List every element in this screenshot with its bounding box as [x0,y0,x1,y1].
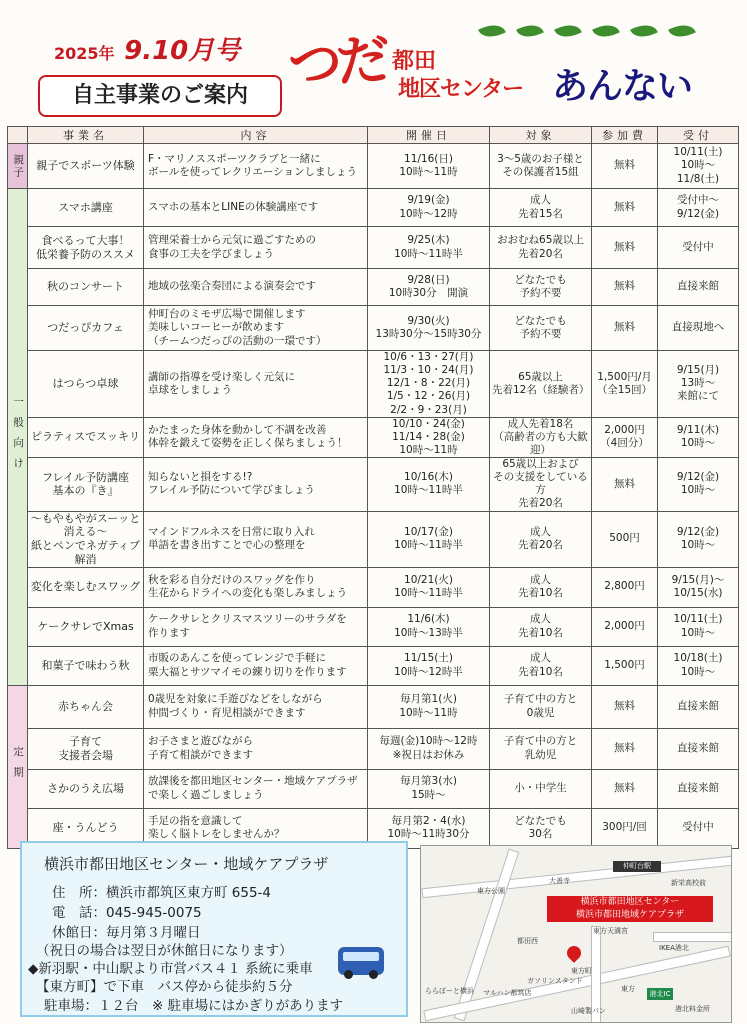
map-road [653,932,732,942]
map-label: 新栄高校前 [671,879,706,887]
event-target: 65歳以上および その支援をしている方 先着20名 [490,458,592,512]
bus-icon [338,947,384,975]
event-reception: 10/11(土) 10時〜 11/8(土) [658,144,739,189]
logo-toda: 都田 [392,49,437,74]
event-fee: 無料 [592,189,658,227]
event-date: 11/15(土) 10時〜12時半 [368,646,490,685]
event-name: ケークサレでXmas [28,607,144,646]
map-ic-badge: 港北IC [647,988,673,1000]
event-target: 子育て中の方と 乳幼児 [490,728,592,769]
event-target: 小・中学生 [490,769,592,808]
table-row [8,728,739,769]
leaf-icon [516,20,544,43]
event-target: 成人 先着10名 [490,607,592,646]
col-header-content: 内容 [144,127,368,144]
event-fee: 2,000円 （4回分） [592,417,658,457]
event-content: スマホの基本とLINEの体験講座です [144,189,368,227]
event-date: 毎週(金)10時〜12時 ※祝日はお休み [368,728,490,769]
event-reception: 受付中〜 9/12(金) [658,189,739,227]
event-name: 〜もやもやがスーッと消える〜 紙とペンでネガティブ 解消 [28,511,144,567]
event-content: 手足の指を意識して 楽しく脳トレをしませんか？ [144,808,368,848]
leaf-icon [630,20,658,43]
table-row [8,458,739,512]
event-date: 毎月第3(水) 15時〜 [368,769,490,808]
table-row [8,567,739,607]
program-table [7,126,739,849]
event-content: F・マリノススポーツクラブと一緒に ボールを使ってレクリエーションしましょう [144,144,368,189]
map-label: 東方公園 [477,887,505,895]
event-reception: 10/18(土) 10時〜 [658,646,739,685]
issue-month: 9.10月号 [124,36,241,66]
map-label: 東方町 [571,967,592,975]
event-fee: 無料 [592,306,658,351]
event-fee: 無料 [592,458,658,512]
map-label: ららぽーと横浜 [425,987,474,995]
event-content: 放課後を都田地区センター・地域ケアプラザ で楽しく過ごしましょう [144,769,368,808]
table-row [8,351,739,418]
event-name: 赤ちゃん会 [28,685,144,728]
event-reception: 直接来館 [658,769,739,808]
category-cell: 定期 [8,685,28,848]
closed-note: （祝日の場合は翌日が休館日になります） [36,943,293,959]
event-name: さかのうえ広場 [28,769,144,808]
event-content: ケークサレとクリスマスツリーのサラダを 作ります [144,607,368,646]
event-content: 地域の弦楽合奏団による演奏会です [144,269,368,306]
event-reception: 直接現地へ [658,306,739,351]
event-target: 3〜5歳のお子様と その保護者15組 [490,144,592,189]
map-label: 港北料金所 [675,1005,710,1013]
event-name: 座・うんどう [28,808,144,848]
table-row [8,189,739,227]
event-target: 成人 先着15名 [490,189,592,227]
table-row [8,685,739,728]
event-content: 0歳児を対象に手遊びなどをしながら 仲間づくり・育児相談ができます [144,685,368,728]
col-header-target: 対象 [490,127,592,144]
event-fee: 2,000円 [592,607,658,646]
col-header-category [8,127,28,144]
event-name: 親子でスポーツ体験 [28,144,144,189]
leaf-icon [592,20,620,43]
event-fee: 300円/回 [592,808,658,848]
event-fee: 無料 [592,269,658,306]
event-name: ピラティスでスッキリ [28,417,144,457]
logo-center: 地区センター [398,77,524,102]
footer-info [20,841,408,1017]
logo-tsuda: つだ [286,27,387,98]
event-target: 子育て中の方と 0歳児 [490,685,592,728]
event-target: 成人先着18名 （高齢者の方も大歓迎） [490,417,592,457]
category-cell: 一般向け [8,189,28,686]
map-station: 仲町台駅 [613,861,661,872]
event-content: 仲町台のミモザ広場で開催します 美味しいコーヒーが飲めます （チームつだっぴの活動の一環です） [144,306,368,351]
event-name: フレイル予防講座 基本の『き』 [28,458,144,512]
event-name: 子育て 支援者会場 [28,728,144,769]
event-date: 10/16(木) 10時〜11時半 [368,458,490,512]
table-row [8,306,739,351]
event-reception: 9/11(木) 10時〜 [658,417,739,457]
issue-label [54,30,240,67]
table-row [8,511,739,567]
event-content: お子さまと遊びながら 子育て相談ができます [144,728,368,769]
event-date: 11/6(木) 10時〜13時半 [368,607,490,646]
event-reception: 9/12(金) 10時〜 [658,511,739,567]
leaf-icon [668,20,696,43]
map-label: 東方天満宮 [593,927,628,935]
event-fee: 無料 [592,144,658,189]
event-date: 9/19(金) 10時〜12時 [368,189,490,227]
col-header-reception: 受付 [658,127,739,144]
leaf-icon [554,20,582,43]
phone: 電 話：045-945-0075 [52,905,202,921]
table-row [8,646,739,685]
event-content: 知らないと損をする!? フレイル予防について学びましょう [144,458,368,512]
map-title-box [547,896,713,922]
event-date: 11/16(日) 10時〜11時 [368,144,490,189]
event-reception: 9/12(金) 10時〜 [658,458,739,512]
col-header-fee: 参加費 [592,127,658,144]
map-label: ガソリンスタンド [527,977,583,985]
issue-year: 2025年 [54,44,115,63]
table-row [8,269,739,306]
map-label: 大善寺 [549,877,570,885]
event-date: 毎月第2・4(水) 10時〜11時30分 [368,808,490,848]
event-target: どなたでも 予約不要 [490,269,592,306]
page-title: 自主事業のご案内 [38,75,282,117]
access-map [420,845,732,1023]
event-target: どなたでも 30名 [490,808,592,848]
parking: 駐車場：１２台 ※ 駐車場にはかぎりがあります [44,998,344,1014]
event-fee: 1,500円/月 （全15回） [592,351,658,418]
leaf-icon [478,20,506,43]
map-road [421,856,732,899]
event-date: 毎月第1(火) 10時〜11時 [368,685,490,728]
col-header-name: 事業名 [28,127,144,144]
event-target: どなたでも 予約不要 [490,306,592,351]
event-name: つだっぴカフェ [28,306,144,351]
map-label: 都田西 [517,937,538,945]
event-reception: 直接来館 [658,728,739,769]
event-reception: 10/11(土) 10時〜 [658,607,739,646]
event-name: 和菓子で味わう秋 [28,646,144,685]
map-title-1: 横浜市都田地区センター [580,897,680,907]
event-date: 10/10・24(金) 11/14・28(金) 10時〜11時 [368,417,490,457]
header [0,0,747,124]
event-fee: 2,800円 [592,567,658,607]
event-reception: 受付中 [658,808,739,848]
event-date: 10/17(金) 10時〜11時半 [368,511,490,567]
event-content: マインドフルネスを日常に取り入れ 単語を書き出すことで心の整理を [144,511,368,567]
event-date: 9/28(日) 10時30分 開演 [368,269,490,306]
event-target: 成人 先着10名 [490,567,592,607]
event-fee: 無料 [592,769,658,808]
table-row [8,227,739,269]
table-row [8,144,739,189]
access-bus: ◆新羽駅・中山駅より市営バス４１ 系統に乗車 [28,961,313,977]
event-content: 講師の指導を受け楽しく元気に 卓球をしましょう [144,351,368,418]
category-cell: 親子 [8,144,28,189]
event-reception: 9/15(月) 13時〜 来館にて [658,351,739,418]
map-title-2: 横浜市都田地域ケアプラザ [575,910,684,920]
event-fee: 500円 [592,511,658,567]
event-target: 成人 先着20名 [490,511,592,567]
event-reception: 受付中 [658,227,739,269]
event-name: 変化を楽しむスワッグ [28,567,144,607]
event-fee: 無料 [592,728,658,769]
event-date: 9/30(火) 13時30分〜15時30分 [368,306,490,351]
event-reception: 9/15(月)〜 10/15(水) [658,567,739,607]
event-fee: 1,500円 [592,646,658,685]
event-target: 65歳以上 先着12名（経験者） [490,351,592,418]
event-reception: 直接来館 [658,269,739,306]
event-content: かたまった身体を動かして不調を改善 体幹を鍛えて姿勢を正しく保ちましょう！ [144,417,368,457]
col-header-date: 開催日 [368,127,490,144]
map-label: 東方 [621,985,635,993]
event-content: 秋を彩る自分だけのスワッグを作り 生花からドライへの変化も楽しみましょう [144,567,368,607]
event-fee: 無料 [592,227,658,269]
event-date: 9/25(木) 10時〜11時半 [368,227,490,269]
org-name: 横浜市都田地区センター・地域ケアプラザ [44,855,329,873]
logo-annai: あんない [552,66,693,107]
event-content: 管理栄養士から元気に過ごすための 食事の工夫を学びましょう [144,227,368,269]
table-header-row [8,127,739,144]
address: 住 所：横浜市都筑区東方町 655-4 [52,885,272,901]
event-name: スマホ講座 [28,189,144,227]
map-label: IKEA港北 [659,944,689,952]
table-row [8,417,739,457]
table-row [8,769,739,808]
map-label: マルハン都筑店 [483,989,532,997]
closed-day: 休館日：毎月第３月曜日 [52,925,201,941]
event-date: 10/21(火) 10時〜11時半 [368,567,490,607]
event-name: 秋のコンサート [28,269,144,306]
map-label: 山崎製パン [571,1007,606,1015]
event-name: はつらつ卓球 [28,351,144,418]
event-content: 市販のあんこを使ってレンジで手軽に 栗大福とサツマイモの練り切りを作ります [144,646,368,685]
table-row [8,607,739,646]
event-target: 成人 先着10名 [490,646,592,685]
location-pin-icon [564,943,584,963]
event-target: おおむね65歳以上 先着20名 [490,227,592,269]
event-fee: 無料 [592,685,658,728]
event-date: 10/6・13・27(月) 11/3・10・24(月) 12/1・8・22(月) 1/5・12・26(月) 2/2・9・23(月) [368,351,490,418]
event-reception: 直接来館 [658,685,739,728]
event-name: 食べるって大事！ 低栄養予防のススメ [28,227,144,269]
leaf-decoration [480,24,694,38]
access-walk: 【東方町】で下車 バス停から徒歩約５分 [36,979,293,995]
